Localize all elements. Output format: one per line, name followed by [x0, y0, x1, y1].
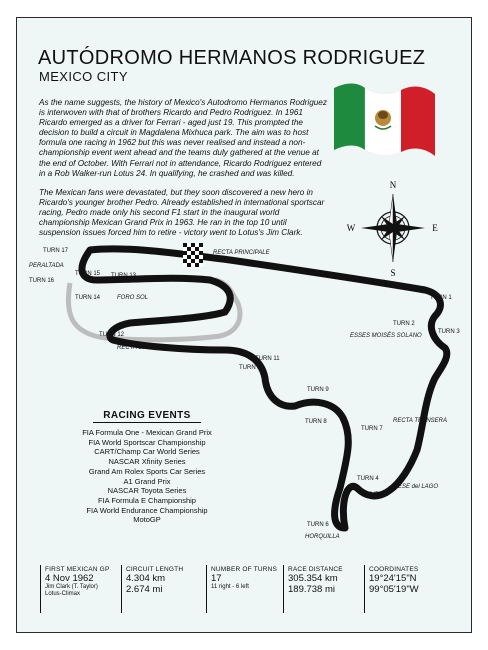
history-paragraph-1: As the name suggests, the history of Mexico's Autodromo Hermanos Rodriguez is interwoven with that of brothers Ricardo and Pedro Rodriguez. In 1961 Ricardo emerged as a driver for Ferrari - aged just 19. This prompted the decision to build a circuit in Magdalena Mixhuca park. The aim was to host formula one racing in 1962 but this was never realised and instead a non-championship event went ahead and the teams duly gathered at the venue at the end of October. With Ferrari not in attendance, Ricardo Rodriguez entered in a Rob Walker-run Lotus 24. In qualifying, he crashed and was killed.: [39, 98, 327, 178]
list-item: FIA Formula E Championship: [98, 495, 196, 505]
label-horquilla: HORQUILLA: [305, 534, 340, 540]
poster: [16, 17, 472, 633]
mexico-flag-icon: [329, 78, 439, 162]
start-finish-flag-icon: [183, 243, 203, 267]
stat-label: NUMBER OF TURNS: [211, 566, 278, 573]
stat-value: 17: [211, 573, 222, 584]
list-item: FIA World Endurance Championship: [86, 505, 208, 515]
label-turn14: TURN 14: [75, 295, 101, 301]
page-subtitle: MEXICO CITY: [39, 69, 128, 84]
label-turn12: TURN 12: [99, 332, 125, 338]
list-item: FIA World Sportscar Championship: [88, 437, 206, 447]
stat-value: 189.738 mi: [288, 584, 336, 595]
label-recta-ovalo: RECTA del OVALO: [117, 345, 169, 351]
list-item: Grand Am Rolex Sports Car Series: [88, 466, 206, 476]
list-item: A1 Grand Prix: [123, 476, 171, 486]
label-turn15: TURN 15: [75, 271, 101, 277]
label-turn8: TURN 8: [305, 419, 327, 425]
label-peraltada: PERALTADA: [29, 263, 64, 269]
label-turn2: TURN 2: [393, 321, 415, 327]
label-turn17: TURN 17: [43, 248, 69, 254]
label-esses: ESSES MOISÉS SOLANO: [350, 333, 422, 339]
label-turn7: TURN 7: [361, 426, 383, 432]
label-turn1: TURN 1: [430, 295, 452, 301]
list-item: FIA Formula One - Mexican Grand Prix: [82, 428, 212, 437]
stat-value: 2.674 mi: [126, 584, 163, 595]
compass-west: W: [346, 223, 356, 233]
stat-value: 99°05'19"W: [369, 584, 419, 595]
label-turn4: TURN 4: [357, 476, 379, 482]
stat-label: COORDINATES: [369, 566, 419, 573]
stat-circuit-length: [121, 565, 199, 613]
racing-events-heading: RACING EVENTS: [93, 410, 201, 423]
label-turn13: TURN 13: [111, 273, 137, 279]
list-item: CART/Champ Car World Series: [94, 447, 200, 457]
label-turn10: TURN 10: [239, 365, 265, 371]
page-title: AUTÓDROMO HERMANOS RODRIGUEZ: [38, 47, 426, 69]
list-item: NASCAR Xfinity Series: [108, 457, 186, 467]
compass-south: S: [390, 268, 396, 278]
label-turn5: TURN 5: [367, 492, 389, 498]
racing-events-list: [69, 428, 225, 525]
label-recta-transera: RECTA TRANSERA: [393, 418, 448, 424]
label-turn11: TURN 11: [255, 356, 280, 362]
stat-value: 4.304 km: [126, 573, 166, 584]
stat-value: 4 Nov 1962: [45, 573, 94, 584]
list-item: NASCAR Toyota Series: [107, 486, 187, 496]
label-recta-principale: RECTA PRINCIPALE: [213, 250, 270, 256]
label-turn6: TURN 6: [307, 522, 329, 528]
stat-label: FIRST MEXICAN GP: [45, 566, 110, 573]
stat-first-gp: [40, 565, 118, 613]
label-ese-lago: ESE del LAGO: [398, 484, 439, 490]
compass-east: E: [432, 223, 438, 233]
stat-value: 19°24'15"N: [369, 573, 417, 584]
stat-detail: Lotus-Climax: [45, 591, 81, 597]
stat-turns: [206, 565, 284, 613]
stat-label: CIRCUIT LENGTH: [126, 566, 184, 573]
compass-north: N: [389, 180, 397, 190]
list-item: MotoGP: [133, 515, 161, 525]
stat-detail: Jim Clark (T. Taylor): [45, 584, 98, 590]
stat-race-distance: [283, 565, 361, 613]
label-turn3: TURN 3: [438, 329, 460, 335]
label-foro-sol: FORO SOL: [117, 295, 149, 301]
stats-bar: [40, 565, 452, 613]
label-turn16: TURN 16: [29, 278, 55, 284]
history-paragraph-2: The Mexican fans were devastated, but they soon discovered a new hero in Ricardo's younger brother Pedro. Already established in international sportscar racing, Pedro made only his second F1 start in the inaugural world championship Mexican Grand Prix in 1963. He ran in the top 10 until suspension issues forced him to retire - victory went to Lotus's Jim Clark.: [39, 188, 325, 238]
stat-coordinates: [364, 565, 452, 613]
stat-detail: 11 right - 6 left: [211, 584, 249, 590]
label-turn9: TURN 9: [307, 387, 329, 393]
stat-label: RACE DISTANCE: [288, 566, 343, 573]
stat-value: 305.354 km: [288, 573, 338, 584]
